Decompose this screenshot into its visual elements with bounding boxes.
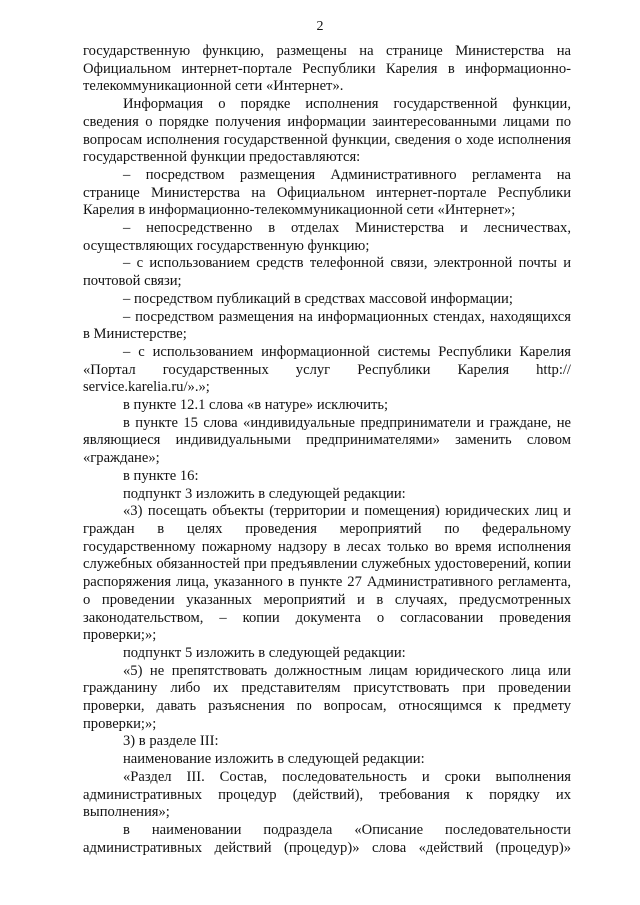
paragraph: подпункт 5 изложить в следующей редакции: [123,644,406,661]
paragraph: «Раздел III. Состав, последовательность и сроки выполнения административных процедур (действий), требования к порядку их выполнения»; [83,768,571,821]
paragraph: – посредством размещения Административного регламента на странице Министерства на Официальном интернет-портале Республики Карелия в информационно-телекоммуникационной сети «Интернет»; [83,166,571,219]
paragraph: – с использованием средств телефонной связи, электронной почты и почтовой связи; [83,255,571,290]
paragraph: – посредством размещения на информационных стендах, находящихся в Министерстве; [83,308,571,343]
paragraph: – непосредственно в отделах Министерства и лесничествах, осуществляющих государственную функцию; [83,220,571,254]
paragraph: «3) посещать объекты (территории и помещения) юридических лиц и граждан в целях проведения мероприятий по федеральному государственному пожарному надзору в лесах только во время исполнения служебных обязанностей при предъявлении служебных удостоверений, копии распоряжения лица, указанного в пункте 27 Административного регламента, о проведении указанных мероприятий и в случаях, предусмотренных законодательством, – копии документа о согласовании проведения проверки;»; [83,503,571,644]
paragraph: 3) в разделе III: [123,733,219,750]
paragraph: в пункте 16: [123,467,199,484]
page-number: 2 [316,19,324,34]
paragraph: подпункт 3 изложить в следующей редакции: [123,485,406,502]
paragraph: государственную функцию, размещены на странице Министерства на Официальном интернет-портале Республики Карелия в информационно-телекоммуникационной сети «Интернет». [83,43,571,95]
paragraph: в пункте 15 слова «индивидуальные предприниматели и граждане, не являющиеся индивидуальными предпринимателями» заменить словом «граждане»; [83,414,571,467]
paragraph: наименование изложить в следующей редакции: [123,751,425,768]
paragraph: в наименовании подраздела «Описание последовательности административных действий (процедур)» слова «действий (процедур)» [83,821,571,856]
paragraph: – посредством публикаций в средствах массовой информации; [123,290,513,307]
paragraph: в пункте 12.1 слова «в натуре» исключить; [123,397,389,414]
document-body [83,43,571,857]
paragraph: «5) не препятствовать должностным лицам юридического лица или гражданину либо их представителям присутствовать при проведении проверки, давать разъяснения по вопросам, относящимся к предмету проверки;»; [83,662,571,732]
paragraph: – с использованием информационной системы Республики Карелия «Портал государственных услуг Республики Карелия http:// service.karelia.ru/».»; [83,343,571,396]
paragraph: Информация о порядке исполнения государственной функции, сведения о порядке получения информации заинтересованными лицами по вопросам исполнения государственной функции, сведения о ходе исполнения государственной функции предоставляются: [83,96,571,166]
